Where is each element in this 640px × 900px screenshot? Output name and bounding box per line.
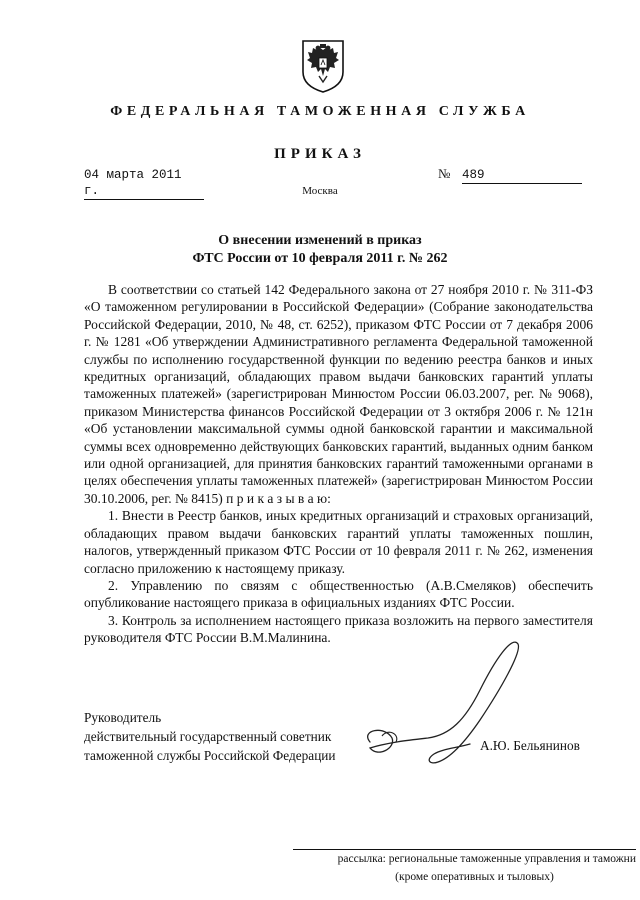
order-item-2: 2. Управлению по связям с общественностью (А.В.Смеляков) обеспечить опубликование настоящего приказа в официальных изданиях ФТС России.: [84, 577, 593, 611]
distribution-line-1: рассылка: региональные таможенные управления и таможни: [337, 853, 636, 865]
signatory-position-line-1: Руководитель: [84, 710, 162, 725]
order-date: 04 марта 2011 г.: [84, 167, 204, 200]
city-name: Москва: [302, 185, 338, 197]
signatory-position-line-3: таможенной службы Российской Федерации: [84, 748, 336, 763]
agency-name: ФЕДЕРАЛЬНАЯ ТАМОЖЕННАЯ СЛУЖБА: [110, 104, 530, 119]
heading-line-2: ФТС России от 10 февраля 2011 г. № 262: [192, 251, 448, 266]
number-sign: №: [438, 166, 451, 181]
preamble-paragraph: [84, 281, 593, 507]
order-number: 489: [462, 167, 582, 184]
distribution-list: [293, 850, 636, 886]
coat-of-arms-emblem: [299, 38, 347, 94]
signatory-position-line-2: действительный государственный советник: [84, 729, 332, 744]
signatory-block: [84, 708, 364, 765]
order-item-3: 3. Контроль за исполнением настоящего приказа возложить на первого заместителя руководителя ФТС России В.М.Малинина.: [84, 612, 593, 646]
order-word: п р и к а з ы в а ю:: [226, 490, 331, 506]
distribution-line-2: (кроме оперативных и тыловых): [395, 871, 554, 883]
document-body: [84, 281, 593, 647]
heading-line-1: О внесении изменений в приказ: [218, 233, 422, 248]
document-type-title: ПРИКАЗ: [274, 146, 366, 162]
order-item-1: 1. Внести в Реестр банков, иных кредитных организаций и страховых организаций, обладающих правом выдачи банковских гарантий уплаты таможенных пошлин, налогов, утвержденный приказом ФТС России от 10 февраля 2011 г. № 262, изменения согласно приложению к настоящему приказу.: [84, 508, 593, 576]
document-heading: [0, 232, 640, 268]
signatory-name: А.Ю. Бельянинов: [480, 738, 580, 753]
preamble-text: В соответствии со статьей 142 Федерального закона от 27 ноября 2010 г. № 311-ФЗ «О таможенном регулировании в Российской Федерации» (Собрание законодательства Российской Федерации, 2010, № 48, ст. 6252), приказом ФТС России от 7 декабря 2006 г. № 1281 «Об утверждении Административного регламента Федеральной таможенной службы по исполнению государственной функции по ведению реестра банков и иных кредитных организаций, обладающих правом выдачи банковских гарантий уплаты таможенных платежей» (зарегистрирован Минюстом России 06.03.2007, рег. № 9068), приказом Министерства финансов Российской Федерации от 3 октября 2006 г. № 121н «Об установлении максимальной суммы одной банковской гарантии и максимальной суммы всех одновременно действующих банковских гарантий, выданных одним банком или одной организацией, для принятия банковских гарантий таможенными органами в целях обеспечения уплаты таможенных платежей» (зарегистрирован Минюстом России 30.10.2006, рег. № 8415): [84, 282, 593, 506]
